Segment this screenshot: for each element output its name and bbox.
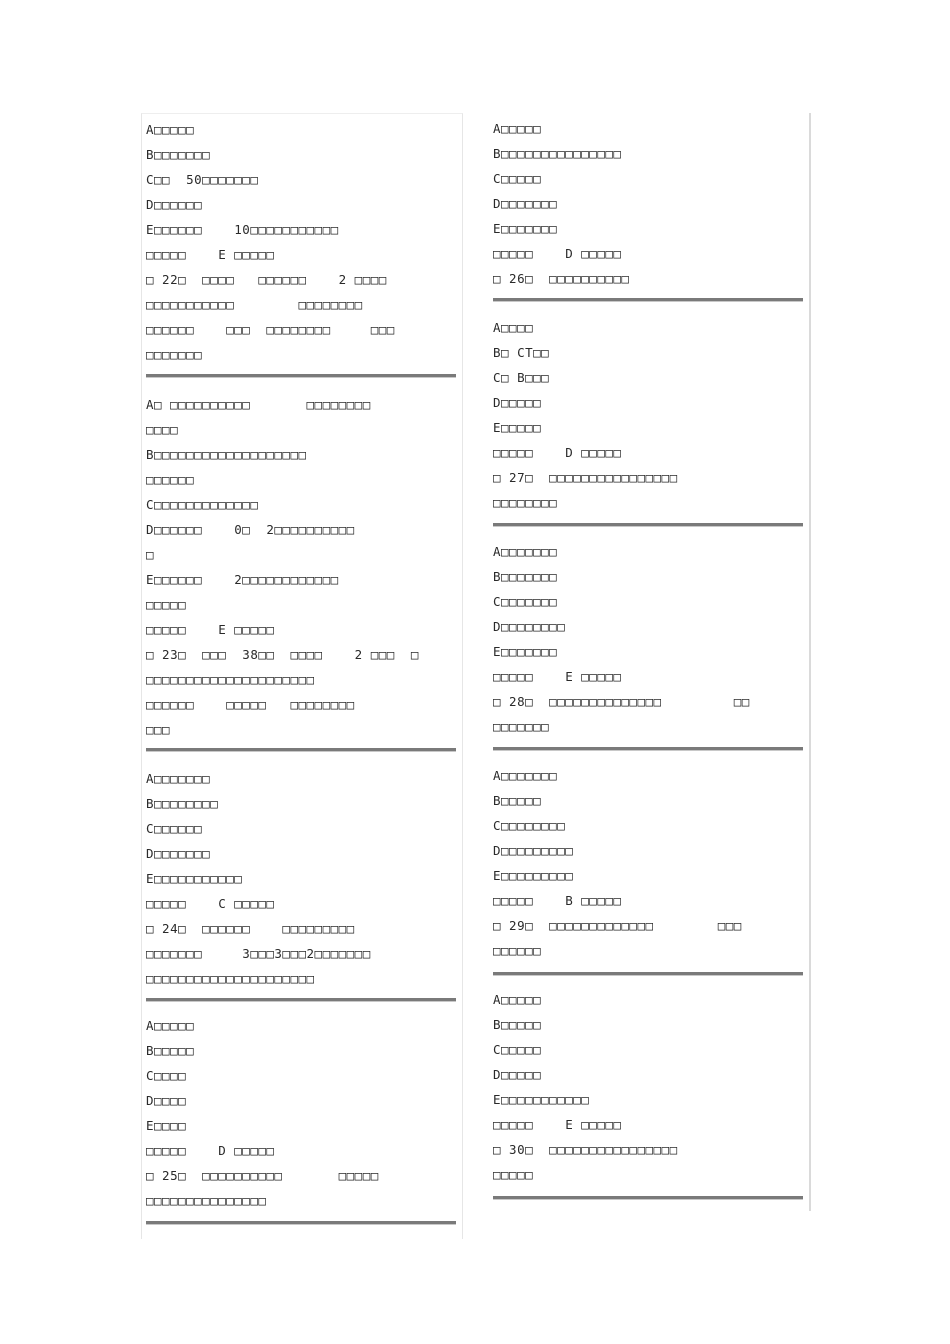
- text-line: □□□□□□□ 3□□□3□□□2□□□□□□□: [146, 946, 371, 961]
- text-line: □□□□□□□□: [493, 495, 558, 510]
- text-line: E□□□□□□□: [493, 644, 558, 659]
- right-column: [489, 113, 811, 1211]
- section-divider: [146, 998, 456, 1002]
- text-line: C□□□□□□□□: [493, 818, 566, 833]
- text-line: C□□□□□: [493, 1042, 542, 1057]
- text-line: B□□□□□□□□□□□□□□□□□□□: [146, 447, 307, 462]
- text-line: E□□□□□: [493, 420, 542, 435]
- text-line: □ 28□ □□□□□□□□□□□□□□ □□: [493, 694, 750, 709]
- text-line: □□□□□ E □□□□□: [146, 622, 275, 637]
- text-line: A□□□□: [493, 320, 534, 335]
- text-line: □□□□□□ □□□ □□□□□□□□ □□□: [146, 322, 395, 337]
- text-line: C□□□□□□□: [493, 594, 558, 609]
- text-line: C□□□□□□□□□□□□□: [146, 497, 259, 512]
- section-divider: [493, 298, 803, 302]
- text-line: A□□□□□□□: [146, 771, 211, 786]
- text-line: A□□□□□: [493, 121, 542, 136]
- text-line: A□□□□□: [493, 992, 542, 1007]
- text-line: B□□□□□: [493, 1017, 542, 1032]
- section-divider: [493, 747, 803, 751]
- text-line: E□□□□□□ 10□□□□□□□□□□□: [146, 222, 339, 237]
- text-line: □□□□: [146, 422, 179, 437]
- text-line: D□□□□□□□: [493, 196, 558, 211]
- text-line: A□□□□□: [146, 122, 195, 137]
- text-line: D□□□□□: [493, 395, 542, 410]
- text-line: D□□□□: [146, 1093, 187, 1108]
- text-line: B□□□□□□□□: [146, 796, 219, 811]
- section-divider: [493, 972, 803, 976]
- section-divider: [146, 374, 456, 378]
- text-line: B□□□□□: [146, 1043, 195, 1058]
- text-line: A□ □□□□□□□□□□ □□□□□□□□: [146, 397, 371, 412]
- text-line: □ 24□ □□□□□□ □□□□□□□□□: [146, 921, 355, 936]
- text-line: D□□□□□□□: [146, 846, 211, 861]
- text-line: A□□□□□: [146, 1018, 195, 1033]
- text-line: □ 25□ □□□□□□□□□□ □□□□□: [146, 1168, 379, 1183]
- text-line: □□□□□□□□□□□□□□□□□□□□□: [146, 971, 315, 986]
- text-line: □□□□□□ □□□□□ □□□□□□□□: [146, 697, 355, 712]
- text-line: C□□□□□: [493, 171, 542, 186]
- text-line: E□□□□□□□: [493, 221, 558, 236]
- text-line: E□□□□□□□□□: [493, 868, 574, 883]
- text-line: □□□□□: [493, 1167, 534, 1182]
- text-line: A□□□□□□□: [493, 544, 558, 559]
- text-line: □□□□□□: [146, 472, 195, 487]
- text-line: □□□: [146, 722, 171, 737]
- text-line: □□□□□□□: [146, 347, 203, 362]
- text-line: □ 22□ □□□□ □□□□□□ 2 □□□□: [146, 272, 387, 287]
- text-line: E□□□□□□□□□□□: [146, 871, 243, 886]
- text-line: □ 29□ □□□□□□□□□□□□□ □□□: [493, 918, 742, 933]
- text-line: C□□□□□□: [146, 821, 203, 836]
- text-line: □□□□□□: [493, 943, 542, 958]
- text-line: B□□□□□: [493, 793, 542, 808]
- text-line: E□□□□: [146, 1118, 187, 1133]
- text-line: □□□□□ D □□□□□: [493, 246, 622, 261]
- text-line: □□□□□ E □□□□□: [493, 669, 622, 684]
- text-line: C□□ 50□□□□□□□: [146, 172, 259, 187]
- text-line: C□□□□: [146, 1068, 187, 1083]
- text-line: C□ B□□□: [493, 370, 550, 385]
- text-line: □ 27□ □□□□□□□□□□□□□□□□: [493, 470, 678, 485]
- left-column: [141, 113, 463, 1239]
- text-line: □□□□□: [146, 597, 187, 612]
- section-divider: [146, 748, 456, 752]
- text-line: □□□□□□□□□□□□□□□□□□□□□: [146, 672, 315, 687]
- text-line: □□□□□ D □□□□□: [493, 445, 622, 460]
- text-line: E□□□□□□ 2□□□□□□□□□□□□: [146, 572, 339, 587]
- text-line: D□□□□□□□□□: [493, 843, 574, 858]
- text-line: E□□□□□□□□□□□: [493, 1092, 590, 1107]
- text-line: B□□□□□□□: [493, 569, 558, 584]
- text-line: A□□□□□□□: [493, 768, 558, 783]
- section-divider: [146, 1221, 456, 1225]
- text-line: □□□□□□□: [493, 719, 550, 734]
- text-line: □□□□□ B □□□□□: [493, 893, 622, 908]
- text-line: D□□□□□: [493, 1067, 542, 1082]
- text-line: □ 30□ □□□□□□□□□□□□□□□□: [493, 1142, 678, 1157]
- text-line: □□□□□ C □□□□□: [146, 896, 275, 911]
- section-divider: [493, 523, 803, 527]
- text-line: □ 26□ □□□□□□□□□□: [493, 271, 630, 286]
- text-line: B□ CT□□: [493, 345, 550, 360]
- text-line: □□□□□□□□□□□□□□□: [146, 1193, 267, 1208]
- text-line: □ 23□ □□□ 38□□ □□□□ 2 □□□ □: [146, 647, 419, 662]
- text-line: □□□□□ E □□□□□: [146, 247, 275, 262]
- section-divider: [493, 1196, 803, 1200]
- text-line: □□□□□ E □□□□□: [493, 1117, 622, 1132]
- text-line: □□□□□□□□□□□ □□□□□□□□: [146, 297, 363, 312]
- text-line: B□□□□□□□□□□□□□□□: [493, 146, 622, 161]
- text-line: □□□□□ D □□□□□: [146, 1143, 275, 1158]
- text-line: □: [146, 547, 155, 562]
- text-line: D□□□□□□: [146, 197, 203, 212]
- text-line: D□□□□□□□□: [493, 619, 566, 634]
- text-line: D□□□□□□ 0□ 2□□□□□□□□□□: [146, 522, 355, 537]
- text-line: B□□□□□□□: [146, 147, 211, 162]
